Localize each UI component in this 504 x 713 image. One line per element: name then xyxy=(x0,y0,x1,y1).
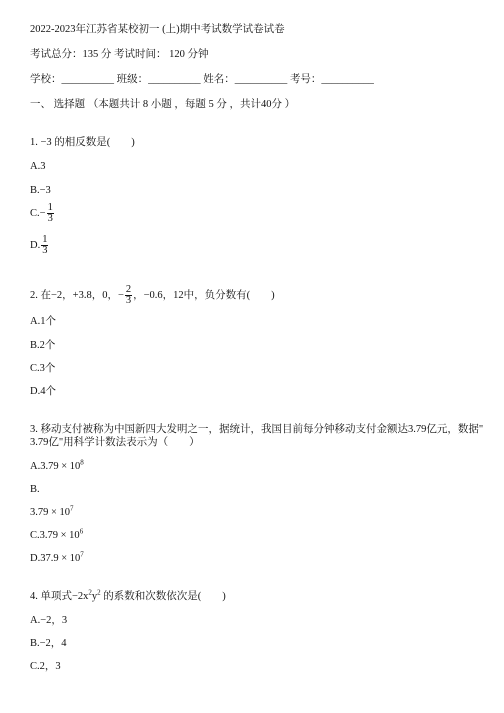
question-3-option-a xyxy=(30,460,84,473)
question-2-option-d: D.4个 xyxy=(30,386,56,397)
question-3-option-b-label: B. xyxy=(30,484,40,495)
question-1-option-a: A.3 xyxy=(30,161,46,172)
fraction-denominator: 3 xyxy=(42,245,48,256)
question-3-stem-line-2: 3.79亿"用科学计数法表示为（ ） xyxy=(30,437,200,448)
question-4-option-a: A.−2，3 xyxy=(30,615,68,626)
question-4-stem-pre: 4. 单项式−2x xyxy=(30,591,89,602)
question-4-option-b: B.−2，4 xyxy=(30,638,67,649)
question-3-option-b xyxy=(30,506,74,519)
question-4-option-c: C.2，3 xyxy=(30,661,61,672)
question-4-stem-post: 的系数和次数依次是( ) xyxy=(100,591,226,602)
variable-y: y xyxy=(91,591,98,602)
option-d-exponent: 7 xyxy=(80,550,84,559)
option-c-exponent: 6 xyxy=(79,527,84,536)
fraction-numerator: 1 xyxy=(42,234,48,245)
fraction-numerator: 1 xyxy=(47,202,53,213)
question-1-option-b: B.−3 xyxy=(30,185,51,196)
fraction xyxy=(47,203,54,224)
option-b-exponent: 7 xyxy=(70,504,74,513)
option-c-base: C.3.79 × 10 xyxy=(30,530,80,541)
student-info-fields: 学校：__________ 班级：__________ 姓名：__________ 考号：__________ xyxy=(30,74,374,85)
option-a-exponent: 8 xyxy=(80,458,84,467)
question-2-stem xyxy=(30,285,275,306)
option-c-prefix: C.− xyxy=(30,207,46,219)
section-heading: 一、 选择题 （本题共计 8 小题 ，每题 5 分 ，共计40分 ） xyxy=(30,99,296,110)
fraction-denominator: 3 xyxy=(47,213,53,224)
fraction xyxy=(125,285,132,306)
question-3-option-c xyxy=(30,529,83,542)
option-a-base: A.3.79 × 10 xyxy=(30,461,81,472)
option-b-base: 3.79 × 10 xyxy=(30,507,71,518)
question-1-stem: 1. −3 的相反数是( ) xyxy=(30,137,135,148)
question-3-stem-line-1: 3. 移动支付被称为中国新四大发明之一，据统计，我国目前每分钟移动支付金额达3.79亿元，数据" xyxy=(30,424,484,435)
fraction-numerator: 2 xyxy=(125,284,132,295)
y-exponent: 2 xyxy=(97,588,101,597)
exam-title: 2022-2023年江苏省某校初一 (上)期中考试数学试卷试卷 xyxy=(30,24,285,35)
option-d-prefix: D. xyxy=(30,239,41,251)
question-4-stem xyxy=(30,590,226,603)
question-2-stem-pre: 2. 在−2，+3.8，0，− xyxy=(30,289,124,301)
question-2-option-c: C.3个 xyxy=(30,363,56,374)
question-1-option-c xyxy=(30,203,55,224)
fraction xyxy=(41,235,48,256)
question-2-stem-post: ，−0.6，12中，负分数有( ) xyxy=(133,289,275,301)
fraction-denominator: 3 xyxy=(125,295,132,306)
option-d-base: D.37.9 × 10 xyxy=(30,553,81,564)
question-2-option-b: B.2个 xyxy=(30,340,56,351)
question-2-option-a: A.1个 xyxy=(30,316,56,327)
x-exponent: 2 xyxy=(88,588,92,597)
exam-info: 考试总分：135 分 考试时间： 120 分钟 xyxy=(30,49,209,60)
question-3-option-d xyxy=(30,552,84,565)
question-1-option-d xyxy=(30,235,49,256)
